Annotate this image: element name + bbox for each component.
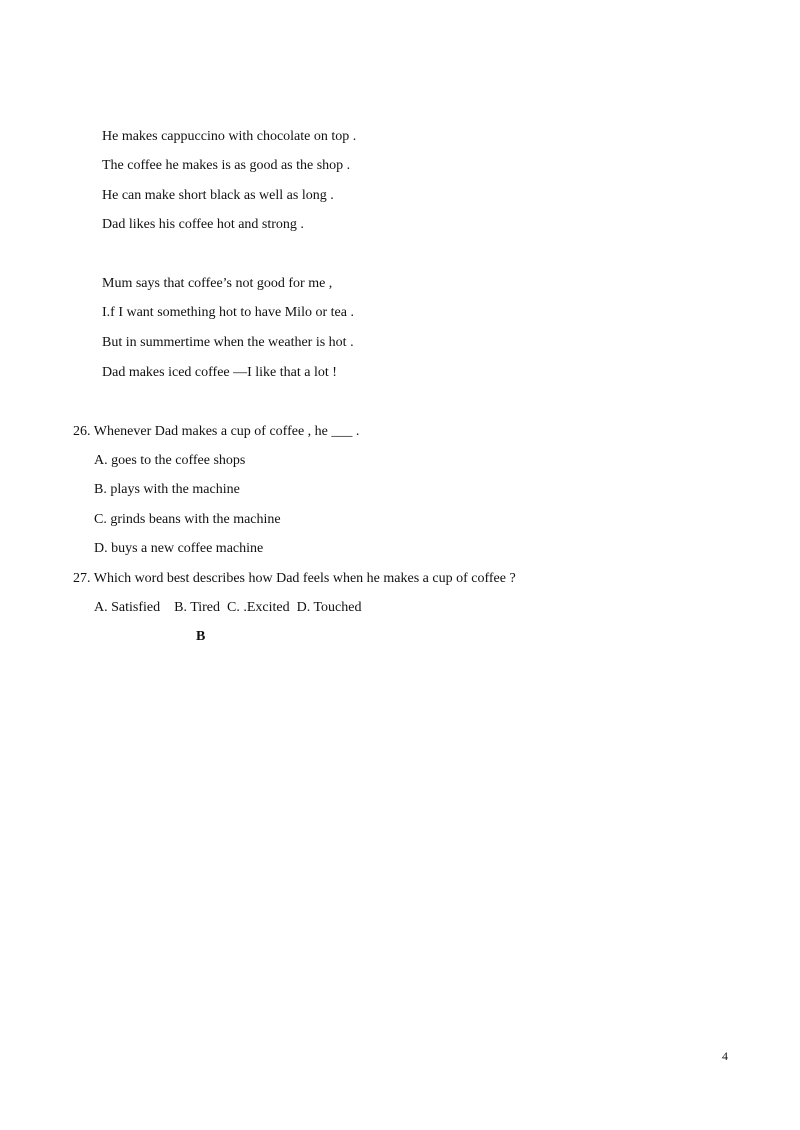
- question-26-stem: 26. Whenever Dad makes a cup of coffee , he ___ .: [73, 424, 360, 439]
- section-label: B: [196, 629, 206, 644]
- question-26-option-b: B. plays with the machine: [94, 482, 240, 497]
- poem-line: Dad makes iced coffee —I like that a lot !: [102, 365, 337, 380]
- question-26-option-d: D. buys a new coffee machine: [94, 541, 264, 556]
- poem-line: I.f I want something hot to have Milo or tea .: [102, 305, 354, 320]
- poem-line: He can make short black as well as long .: [102, 188, 334, 203]
- page-number: 4: [722, 1049, 728, 1063]
- poem-line: But in summertime when the weather is hot .: [102, 335, 354, 350]
- question-27-stem: 27. Which word best describes how Dad feels when he makes a cup of coffee ?: [73, 571, 516, 586]
- poem-line: He makes cappuccino with chocolate on top .: [102, 129, 357, 144]
- question-26-option-c: C. grinds beans with the machine: [94, 512, 281, 527]
- question-27-options: A. Satisfied B. Tired C. .Excited D. Touched: [94, 600, 362, 615]
- poem-line: Mum says that coffee’s not good for me ,: [102, 276, 333, 291]
- poem-line: Dad likes his coffee hot and strong .: [102, 217, 304, 232]
- poem-line: The coffee he makes is as good as the shop .: [102, 158, 351, 173]
- question-26-option-a: A. goes to the coffee shops: [94, 453, 246, 468]
